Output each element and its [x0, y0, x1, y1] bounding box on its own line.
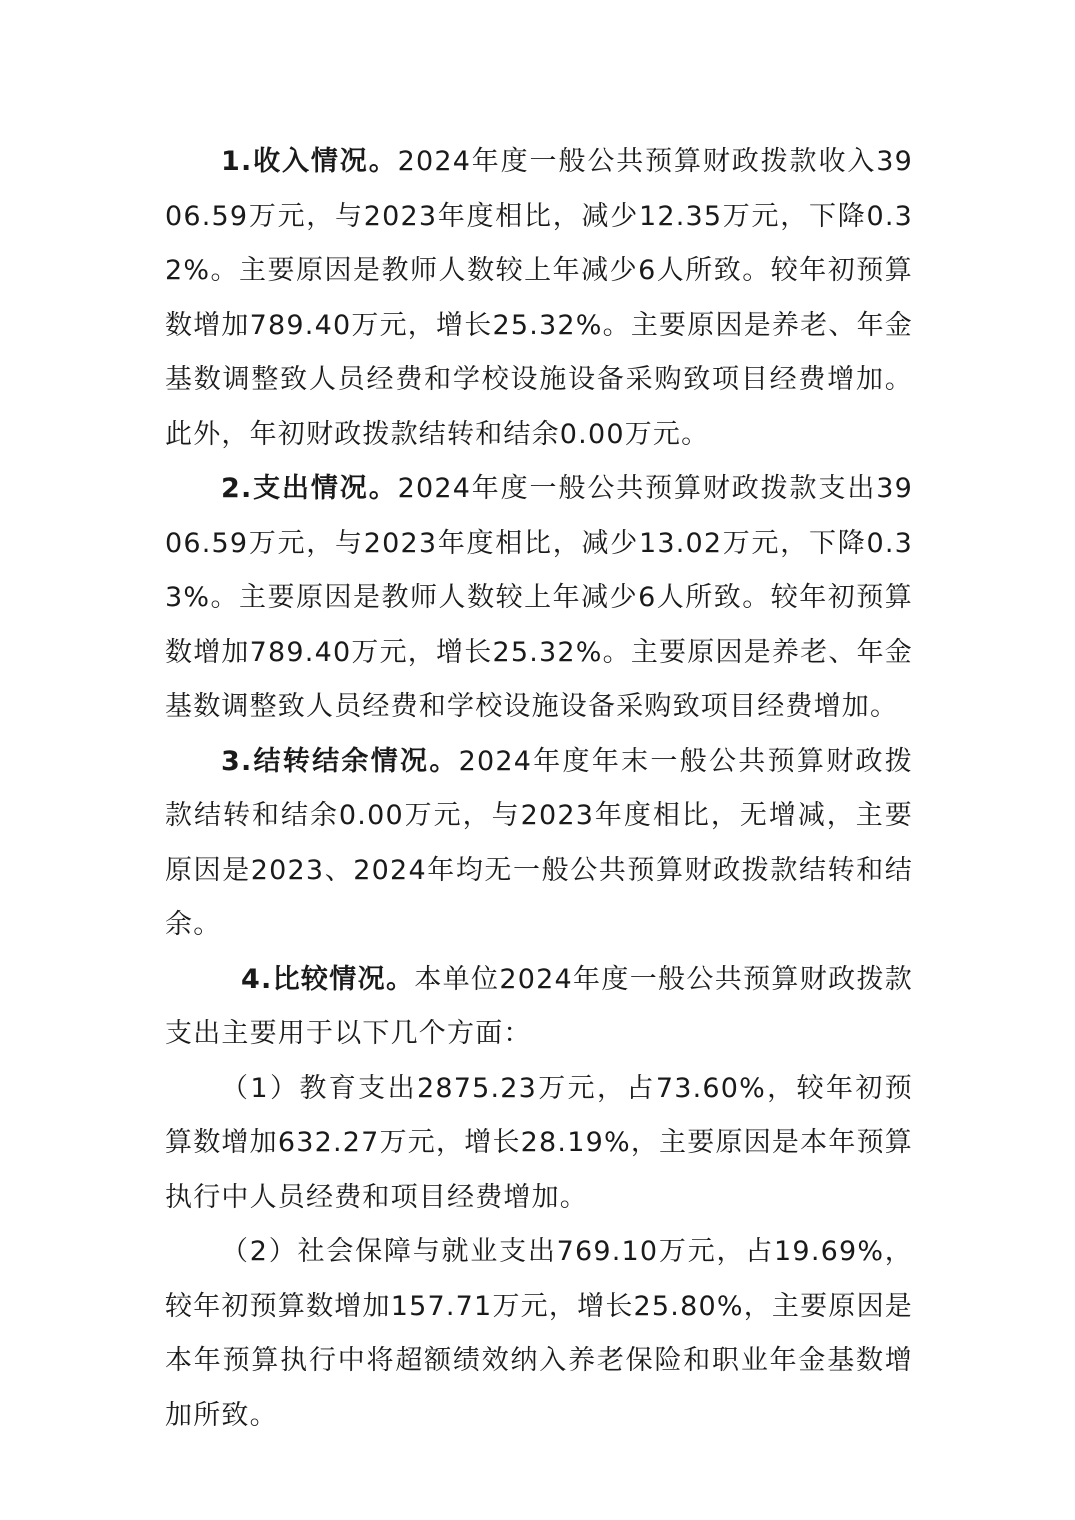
heading-income: 1.收入情况。	[221, 146, 398, 177]
text-item-social-security: （2）社会保障与就业支出769.10万元，占19.69%，较年初预算数增加157.71万元，增长25.80%，主要原因是本年预算执行中将超额绩效纳入养老保险和职业年金基数增加所致。	[165, 1236, 913, 1431]
paragraph-carryover	[165, 735, 913, 953]
heading-comparison: 4.比较情况。	[241, 963, 415, 995]
document-body	[165, 135, 913, 1443]
text-expenditure: 2024年度一般公共预算财政拨款支出3906.59万元，与2023年度相比，减少13.02万元，下降0.33%。主要原因是教师人数较上年减少6人所致。较年初预算数增加789.40万元，增长25.32%。主要原因是养老、年金基数调整致人员经费和学校设施设备采购致项目经费增加。	[165, 473, 913, 722]
paragraph-expenditure	[165, 462, 913, 735]
heading-expenditure: 2.支出情况。	[221, 473, 398, 504]
heading-carryover: 3.结转结余情况。	[221, 745, 459, 777]
paragraph-income	[165, 135, 913, 462]
paragraph-item-social-security	[165, 1225, 913, 1443]
text-carryover: 2024年度年末一般公共预算财政拨款结转和结余0.00万元，与2023年度相比，无增减，主要原因是2023、2024年均无一般公共预算财政拨款结转和结余。	[165, 745, 913, 940]
paragraph-comparison	[165, 953, 913, 1062]
paragraph-item-education	[165, 1062, 913, 1226]
text-comparison: 本单位2024年度一般公共预算财政拨款支出主要用于以下几个方面：	[165, 963, 913, 1049]
text-item-education: （1）教育支出2875.23万元，占73.60%，较年初预算数增加632.27万元，增长28.19%，主要原因是本年预算执行中人员经费和项目经费增加。	[165, 1072, 913, 1213]
text-income: 2024年度一般公共预算财政拨款收入3906.59万元，与2023年度相比，减少12.35万元，下降0.32%。主要原因是教师人数较上年减少6人所致。较年初预算数增加789.40万元，增长25.32%。主要原因是养老、年金基数调整致人员经费和学校设施设备采购致项目经费增加。此外，年初财政拨款结转和结余0.00万元。	[165, 146, 913, 450]
